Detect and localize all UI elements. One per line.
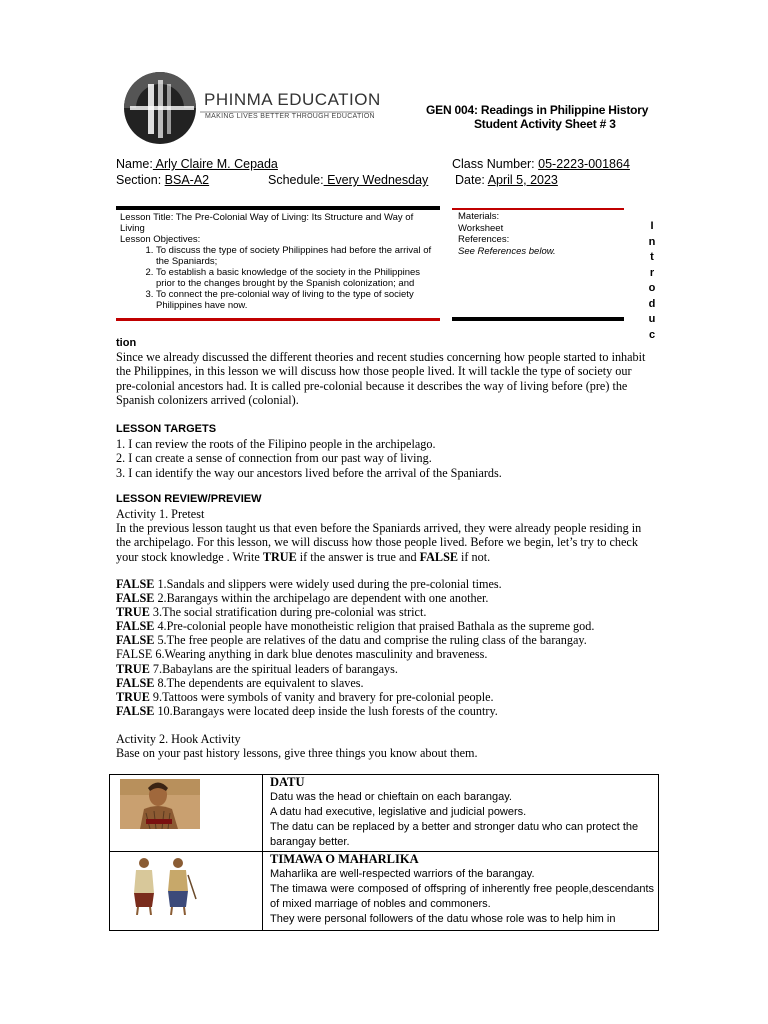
timawa-heading: TIMAWA O MAHARLIKA (270, 852, 419, 866)
hook-activity-table (109, 774, 659, 931)
introduction-paragraph: Since we already discussed the different theories and recent studies concerning how people started to inhabit the Philippines, in this lesson we will discuss how those people lived. It will tackle the type of society our pre-colonial ancestors had. It is called pre-colonial because it describes the way of living before (pre) the Spanish colonizers arrived (colonial). (116, 350, 646, 407)
name-line (116, 157, 278, 171)
intro-letter: r (649, 266, 655, 279)
timawa-fact: Maharlika are well-respected warriors of the barangay. (270, 868, 535, 880)
pretest-statement: 8.The dependents are equivalent to slaves. (154, 675, 364, 690)
pretest-answer: TRUE (116, 661, 150, 676)
timawa-fact: They were personal followers of the datu whose role was to help him in (270, 913, 616, 925)
timawa-description-cell (263, 852, 659, 931)
materials-value: Worksheet (458, 222, 504, 234)
schedule-label: Schedule: (268, 173, 324, 187)
schedule-line (268, 173, 428, 187)
lesson-target-item: 1. I can review the roots of the Filipino people in the archipelago. (116, 437, 436, 451)
intro-letter: c (648, 328, 656, 341)
table-row (110, 852, 659, 931)
references-value: See References below. (458, 245, 556, 257)
timawa-fact: The timawa were composed of offspring of inherently free people,descendants of mixed marriage of nobles and commoners. (270, 883, 654, 910)
lesson-title: Lesson Title: The Pre-Colonial Way of Living: Its Structure and Way of Living (120, 212, 414, 234)
materials-label: Materials: (458, 211, 500, 222)
true-keyword: TRUE (262, 549, 297, 564)
lesson-box-bottom-rule (116, 318, 440, 321)
introduction-tail: tion (116, 337, 137, 349)
timawa-illustration (122, 855, 202, 915)
pretest-item (116, 619, 656, 633)
datu-image-cell (110, 775, 263, 852)
date-label: Date: (455, 173, 485, 187)
date-line (455, 173, 558, 187)
pretest-instructions-end: if not. (457, 549, 491, 564)
activity-2-instruction: Base on your past history lessons, give three things you know about them. (116, 746, 478, 760)
pretest-item (116, 577, 656, 591)
section-value: BSA-A2 (164, 173, 210, 187)
pretest-answer: TRUE (116, 605, 150, 620)
intro-letter: u (648, 313, 656, 325)
course-title: GEN 004: Readings in Philippine History (426, 103, 649, 117)
lesson-targets-heading: LESSON TARGETS (116, 423, 217, 435)
activity-2-title: Activity 2. Hook Activity (116, 732, 241, 746)
phinma-logo-mark (118, 70, 388, 150)
pretest-answer: FALSE (116, 675, 155, 690)
lesson-target-item: 2. I can create a sense of connection from our past way of living. (116, 451, 432, 466)
pretest-answer: FALSE (116, 703, 155, 718)
lesson-target-item: 3. I can identify the way our ancestors lived before the arrival of the Spaniards. (116, 465, 502, 480)
objective-item: 2. To establish a basic knowledge of the society in the Philippines prior to the changes brought by the Spanish colonization; and (156, 267, 432, 289)
table-row (110, 775, 659, 852)
pretest-answer: FALSE (116, 647, 153, 662)
datu-heading: DATU (270, 775, 305, 789)
pretest-answer: FALSE (116, 633, 155, 648)
pretest-statement: 5.The free people are relatives of the datu and comprise the ruling class of the barangay. (154, 633, 587, 648)
datu-fact: A datu had executive, legislative and judicial powers. (270, 806, 527, 818)
course-header (426, 103, 648, 131)
activity-sheet-number: Student Activity Sheet # 3 (474, 117, 616, 131)
lesson-review-heading: LESSON REVIEW/PREVIEW (116, 493, 262, 505)
lesson-targets-list (116, 437, 646, 480)
timawa-image-cell (110, 852, 263, 931)
activity-1-title: Activity 1. Pretest (116, 507, 205, 521)
section-line (116, 173, 209, 187)
pretest-answer: FALSE (116, 577, 155, 591)
pretest-instructions (116, 521, 646, 564)
intro-letter: I (650, 220, 654, 232)
pretest-answers (116, 577, 656, 718)
pretest-instructions-text: In the previous lesson taught us that even before the Spaniards arrived, they were already people residing in the archipelago. For this lesson, we will discuss how those people lived. Before we begin, let’s try to check your stock knowledge . Write (116, 521, 642, 564)
pretest-item (116, 704, 656, 718)
pretest-statement: 9.Tattoos were symbols of vanity and bravery for pre-colonial people. (149, 689, 494, 704)
pretest-statement: 2.Barangays within the archipelago are dependent with one another. (154, 591, 489, 606)
date-value: April 5, 2023 (487, 173, 558, 187)
lesson-objectives-list (120, 245, 432, 311)
name-value: Arly Claire M. Cepada (152, 157, 278, 171)
false-keyword: FALSE (419, 549, 458, 564)
pretest-statement: 3.The social stratification during pre-colonial was strict. (149, 605, 427, 620)
section-label: Section: (116, 173, 162, 187)
datu-illustration (120, 779, 200, 829)
class-number-line (452, 157, 630, 171)
datu-fact: The datu can be replaced by a better and stronger datu who can protect the barangay better. (270, 821, 639, 848)
pretest-item (116, 605, 656, 619)
pretest-item (116, 633, 656, 647)
brand-name: PHINMA EDUCATION (204, 90, 381, 109)
intro-letter: d (648, 297, 656, 310)
pretest-item (116, 647, 656, 661)
intro-letter: n (648, 235, 656, 248)
pretest-answer: TRUE (116, 689, 150, 704)
pretest-statement: 4.Pre-colonial people have monotheistic religion that praised Bathala as the supreme god. (154, 619, 595, 634)
materials-box-top-rule (452, 208, 624, 210)
materials-references (458, 211, 628, 257)
schedule-value: Every Wednesday (323, 173, 429, 187)
objective-item: 3. To connect the pre-colonial way of living to the type of society Philippines have now. (156, 289, 432, 311)
lesson-box-top-rule (116, 206, 440, 210)
pretest-item (116, 690, 656, 704)
brand-tagline: MAKING LIVES BETTER THROUGH EDUCATION (205, 113, 375, 120)
intro-letter: o (648, 282, 656, 294)
pretest-statement: 6.Wearing anything in dark blue denotes masculinity and braveness. (152, 647, 488, 662)
name-label: Name: (116, 157, 153, 171)
lesson-details (120, 212, 432, 311)
intro-letter: t (650, 251, 654, 263)
introduction-vertical-heading (646, 219, 658, 343)
materials-box-bottom-rule (452, 317, 624, 321)
pretest-statement: 7.Babaylans are the spiritual leaders of barangays. (149, 661, 398, 676)
pretest-statement: 1.Sandals and slippers were widely used during the pre-colonial times. (154, 577, 502, 591)
references-label: References: (458, 234, 510, 245)
pretest-item (116, 591, 656, 605)
lesson-objectives-label: Lesson Objectives: (120, 234, 201, 245)
pretest-statement: 10.Barangays were located deep inside the lush forests of the country. (154, 703, 498, 718)
pretest-answer: FALSE (116, 619, 155, 634)
datu-fact: Datu was the head or chieftain on each barangay. (270, 791, 512, 803)
pretest-item (116, 676, 656, 690)
class-number-label: Class Number: (452, 157, 535, 171)
pretest-instructions-mid: if the answer is true and (296, 549, 420, 564)
phinma-logo (118, 70, 388, 150)
datu-description-cell (263, 775, 659, 852)
pretest-answer: FALSE (116, 591, 155, 606)
objective-item: 1. To discuss the type of society Philippines had before the arrival of the Spaniards; (156, 245, 432, 267)
class-number-value: 05-2223-001864 (538, 157, 630, 171)
pretest-item (116, 662, 656, 676)
